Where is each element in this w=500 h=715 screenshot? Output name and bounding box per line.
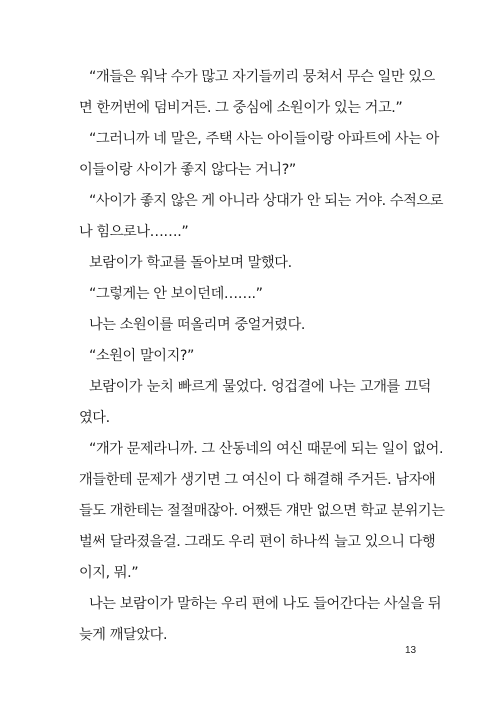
body-text: [79, 62, 445, 651]
text-line: 이들이랑 사이가 좋지 않다는 거니?”: [79, 162, 296, 178]
text-line: 들도 개한테는 절절매잖아. 어쨌든 걔만 없으면 학교 분위기는: [79, 503, 445, 519]
text-line: “소원이 말이지?”: [89, 348, 194, 364]
text-line: “그러니까 네 말은, 주택 사는 아이들이랑 아파트에 사는 아: [89, 131, 439, 147]
page-number: 13: [405, 645, 417, 656]
text-line: 벌써 달라졌을걸. 그래도 우리 편이 하나씩 늘고 있으니 다행: [79, 534, 436, 550]
text-line: 나는 보람이가 말하는 우리 편에 나도 들어간다는 사실을 뒤: [89, 596, 442, 612]
text-line: “사이가 좋지 않은 게 아니라 상대가 안 되는 거야. 수적으로: [89, 193, 444, 209]
text-line: 면 한꺼번에 덤비거든. 그 중심에 소원이가 있는 거고.”: [79, 100, 403, 116]
text-line: 개들한테 문제가 생기면 그 여신이 다 해결해 주거든. 남자애: [79, 472, 436, 488]
text-line: 나는 소원이를 떠올리며 중얼거렸다.: [89, 317, 306, 333]
text-line: 보람이가 눈치 빠르게 물었다. 엉겁결에 나는 고개를 끄덕: [89, 379, 431, 395]
text-line: “개들은 워낙 수가 많고 자기들끼리 뭉쳐서 무슨 일만 있으: [89, 69, 435, 85]
text-line: “그렇게는 안 보이던데…….”: [89, 286, 263, 302]
text-line: 이지, 뭐.”: [79, 565, 139, 581]
text-line: 보람이가 학교를 돌아보며 말했다.: [89, 255, 292, 271]
text-line: 나 힘으로나…….”: [79, 224, 189, 240]
text-line: “개가 문제라니까. 그 산동네의 여신 때문에 되는 일이 없어.: [89, 441, 444, 457]
text-line: 였다.: [79, 410, 110, 426]
text-line: 늦게 깨달았다.: [79, 627, 168, 643]
